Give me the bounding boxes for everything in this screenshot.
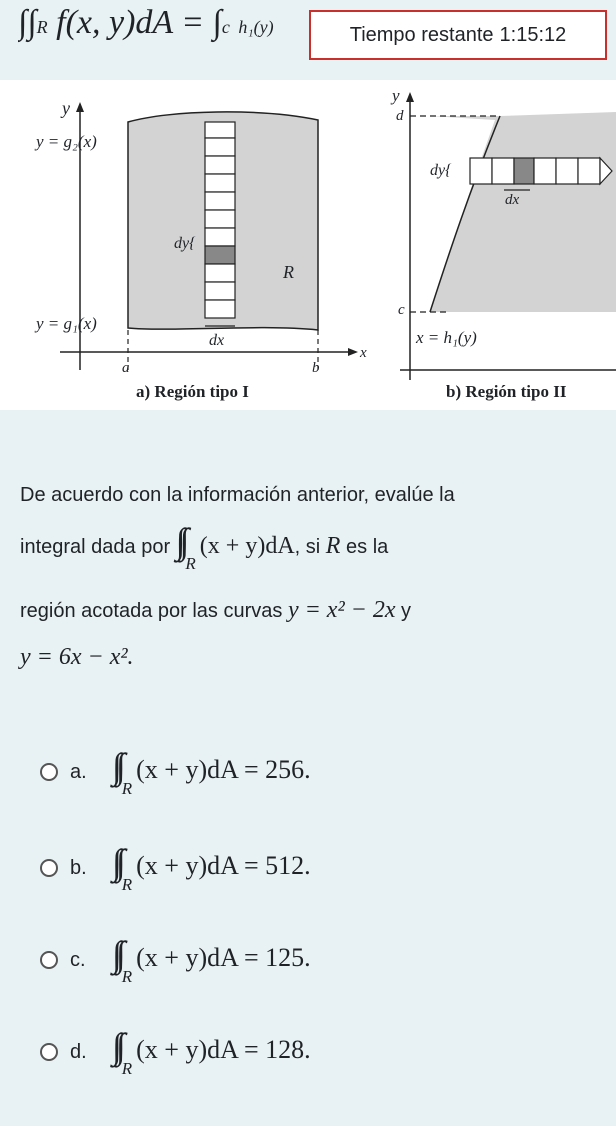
option-b-sub: R xyxy=(121,875,133,894)
time-remaining-box xyxy=(309,10,607,60)
option-letter-c: c. xyxy=(70,948,86,971)
question-text xyxy=(20,472,600,681)
option-letter-b: b. xyxy=(70,856,87,879)
left-dx-label: dx xyxy=(209,332,225,349)
left-axis-x-label: x xyxy=(360,345,367,361)
time-remaining-value: 1:15:12 xyxy=(499,23,567,46)
question-line-3-pre: región acotada por las curvas xyxy=(20,600,283,622)
top-formula-trail: h₁(y) xyxy=(238,17,274,37)
answer-option-b[interactable] xyxy=(40,838,311,898)
time-remaining-label: Tiempo restante xyxy=(349,23,494,46)
right-dx-label: dx xyxy=(505,192,520,208)
top-integral-symbol: ∫∫ xyxy=(18,4,37,41)
option-letter-d: d. xyxy=(70,1040,87,1063)
option-expression-d xyxy=(112,1025,311,1079)
right-dy-label: dy{ xyxy=(430,162,452,179)
option-a-value: (x + y)dA = 256. xyxy=(136,755,311,784)
curve-top-label: y = g₂(x) xyxy=(36,132,97,151)
top-integrand: f(x, y)dA = ∫ xyxy=(56,4,222,41)
b-label: b xyxy=(312,360,320,376)
option-a-integral: ∫∫ xyxy=(112,746,120,786)
region-type-i xyxy=(60,102,358,370)
top-formula xyxy=(18,0,338,72)
top-integral-sub-r: R xyxy=(36,17,48,37)
option-b-integral: ∫∫ xyxy=(112,842,120,882)
left-axis-y-label: y xyxy=(62,98,70,118)
option-d-value: (x + y)dA = 128. xyxy=(136,1035,311,1064)
region-diagram xyxy=(0,80,616,410)
option-b-value: (x + y)dA = 512. xyxy=(136,851,311,880)
option-expression-c xyxy=(112,933,311,987)
option-d-sub: R xyxy=(121,1059,133,1078)
option-expression-b xyxy=(112,841,311,895)
radio-button-c[interactable] xyxy=(40,951,58,969)
answer-option-d[interactable] xyxy=(40,1022,311,1082)
option-letter-a: a. xyxy=(70,760,87,783)
question-line-2 xyxy=(20,518,600,587)
vertical-strip xyxy=(205,122,235,318)
top-integral-sub-c: c xyxy=(221,17,230,37)
question-r-symbol: R xyxy=(325,533,341,559)
d-label: d xyxy=(396,108,404,124)
option-c-sub: R xyxy=(121,967,133,986)
option-d-integral: ∫∫ xyxy=(112,1026,120,1066)
option-c-integral: ∫∫ xyxy=(112,934,120,974)
a-label: a xyxy=(122,360,130,376)
answer-option-c[interactable] xyxy=(40,930,311,990)
curve-2-expression: y = 6x − x². xyxy=(20,644,134,670)
radio-button-b[interactable] xyxy=(40,859,58,877)
question-line-2-pre: integral dada por xyxy=(20,536,171,558)
option-expression-a xyxy=(112,745,311,799)
question-line-3-post: y xyxy=(401,600,412,622)
option-a-sub: R xyxy=(121,779,133,798)
question-line-3 xyxy=(20,587,600,634)
question-integral-symbol: ∫∫ xyxy=(175,521,184,561)
c-label: c xyxy=(398,302,405,318)
answer-option-a[interactable] xyxy=(40,742,311,802)
curve-1-expression: y = x² − 2x xyxy=(287,597,396,623)
question-integral-sub: R xyxy=(185,554,196,573)
left-dy-label: dy{ xyxy=(174,235,196,252)
right-axis-y-label: y xyxy=(392,86,400,105)
radio-button-d[interactable] xyxy=(40,1043,58,1061)
curve-bottom-label: y = g₁(x) xyxy=(36,314,97,333)
option-c-value: (x + y)dA = 125. xyxy=(136,943,311,972)
question-line-2-post: , si xyxy=(294,536,321,558)
region-r-label: R xyxy=(283,262,294,282)
radio-button-a[interactable] xyxy=(40,763,58,781)
question-integrand: (x + y)dA xyxy=(199,533,295,559)
region-figure xyxy=(0,80,616,410)
caption-region-type-i: a) Región tipo I xyxy=(136,382,249,401)
question-line-4 xyxy=(20,634,600,681)
curve-h1-label: x = h₁(y) xyxy=(416,328,477,347)
question-line-2-end: es la xyxy=(346,536,389,558)
question-line-1: De acuerdo con la información anterior, evalúe la xyxy=(20,484,455,506)
caption-region-type-ii: b) Región tipo II xyxy=(446,382,567,401)
